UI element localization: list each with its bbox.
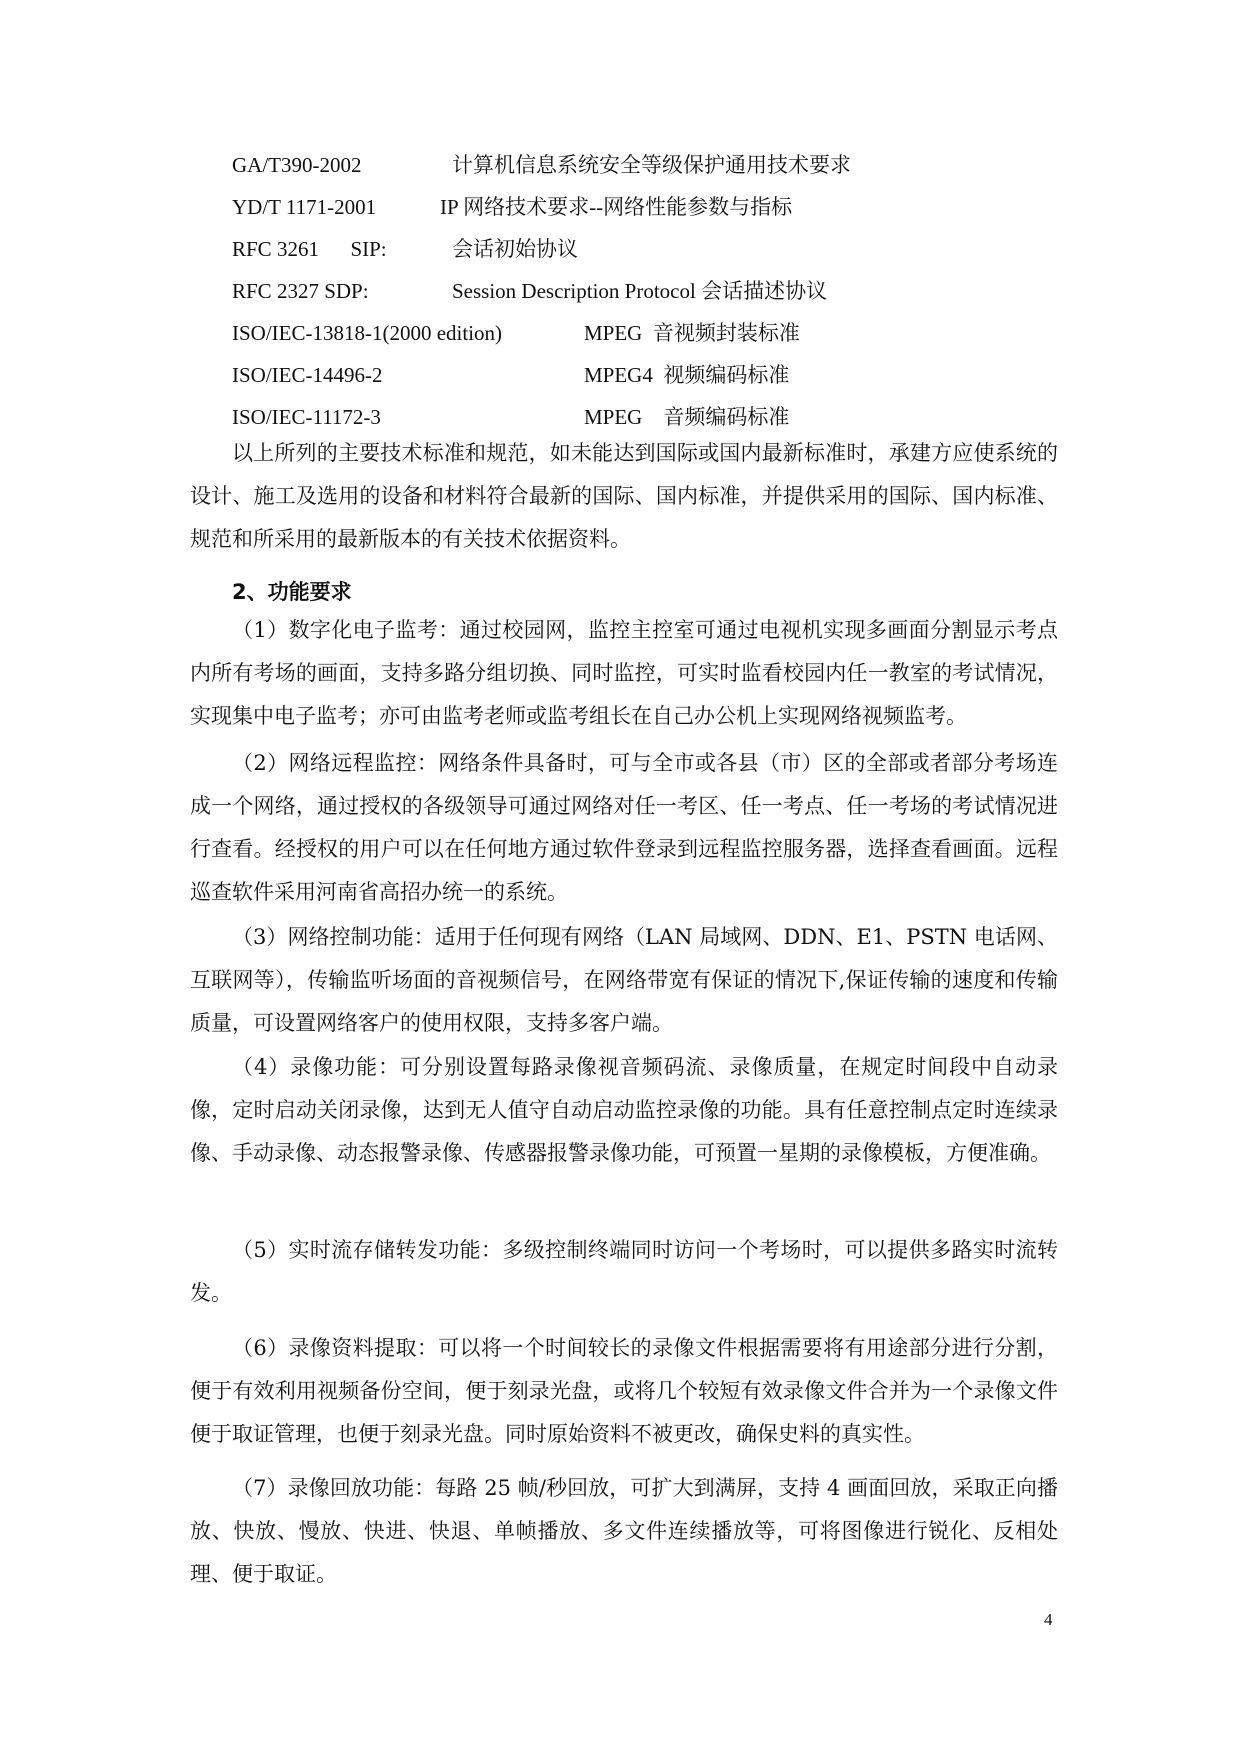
standard-code: YD/T 1171-2001: [232, 195, 377, 219]
standard-code: ISO/IEC-11172-3: [232, 405, 381, 429]
standard-description: MPEG 音视频封装标准: [584, 321, 800, 345]
standard-code: RFC 2327 SDP:: [232, 279, 369, 303]
standard-description: MPEG4 视频编码标准: [584, 363, 790, 387]
section-heading: 2、功能要求: [232, 580, 352, 604]
standard-code: GA/T390-2002: [232, 153, 362, 177]
standard-code: ISO/IEC-14496-2: [232, 363, 383, 387]
function-item-7: （7）录像回放功能：每路 25 帧/秒回放，可扩大到满屏，支持 4 画面回放，采取正向播放、快放、慢放、快进、快退、单帧播放、多文件连续播放等，可将图像进行锐化、反相处理、便于取证。: [190, 1476, 1058, 1586]
function-item-5: （5）实时流存储转发功能：多级控制终端同时访问一个考场时，可以提供多路实时流转发。: [190, 1238, 1058, 1305]
standard-code: RFC 3261 SIP:: [232, 237, 387, 261]
standard-description: Session Description Protocol 会话描述协议: [452, 279, 828, 303]
standard-description: 计算机信息系统安全等级保护通用技术要求: [452, 153, 851, 177]
page-number: 4: [1044, 1610, 1053, 1629]
standard-description: IP 网络技术要求--网络性能参数与指标: [440, 195, 793, 219]
function-item-6: （6）录像资料提取：可以将一个时间较长的录像文件根据需要将有用途部分进行分割，便于有效利用视频备份空间，便于刻录光盘，或将几个较短有效录像文件合并为一个录像文件便于取证管理，也便于刻录光盘。同时原始资料不被更改，确保史料的真实性。: [190, 1336, 1058, 1446]
function-item-2: （2）网络远程监控：网络条件具备时，可与全市或各县（市）区的全部或者部分考场连成一个网络，通过授权的各级领导可通过网络对任一考区、任一考点、任一考场的考试情况进行查看。经授权的用户可以在任何地方通过软件登录到远程监控服务器，选择查看画面。远程巡查软件采用河南省高招办统一的系统。: [190, 751, 1058, 904]
standard-description: 会话初始协议: [452, 237, 578, 261]
function-item-3: （3）网络控制功能：适用于任何现有网络（LAN 局域网、DDN、E1、PSTN 电话网、互联网等），传输监听场面的音视频信号，在网络带宽有保证的情况下,保证传输的速度和传输质量，可设置网络客户的使用权限，支持多客户端。: [190, 925, 1058, 1035]
function-item-4: （4）录像功能：可分别设置每路录像视音频码流、录像质量，在规定时间段中自动录像，定时启动关闭录像，达到无人值守自动启动监控录像的功能。具有任意控制点定时连续录像、手动录像、动态报警录像、传感器报警录像功能，可预置一星期的录像模板，方便准确。: [190, 1055, 1058, 1165]
standard-code: ISO/IEC-13818-1(2000 edition): [232, 321, 503, 345]
function-item-1: （1）数字化电子监考：通过校园网，监控主控室可通过电视机实现多画面分割显示考点内所有考场的画面，支持多路分组切换、同时监控，可实时监看校园内任一教室的考试情况，实现集中电子监考；亦可由监考老师或监考组长在自己办公机上实现网络视频监考。: [190, 618, 1058, 728]
standard-description: MPEG 音频编码标准: [584, 405, 790, 429]
intro-paragraph: 以上所列的主要技术标准和规范，如未能达到国际或国内最新标准时，承建方应使系统的设计、施工及选用的设备和材料符合最新的国际、国内标准，并提供采用的国际、国内标准、规范和所采用的最新版本的有关技术依据资料。: [190, 441, 1058, 551]
